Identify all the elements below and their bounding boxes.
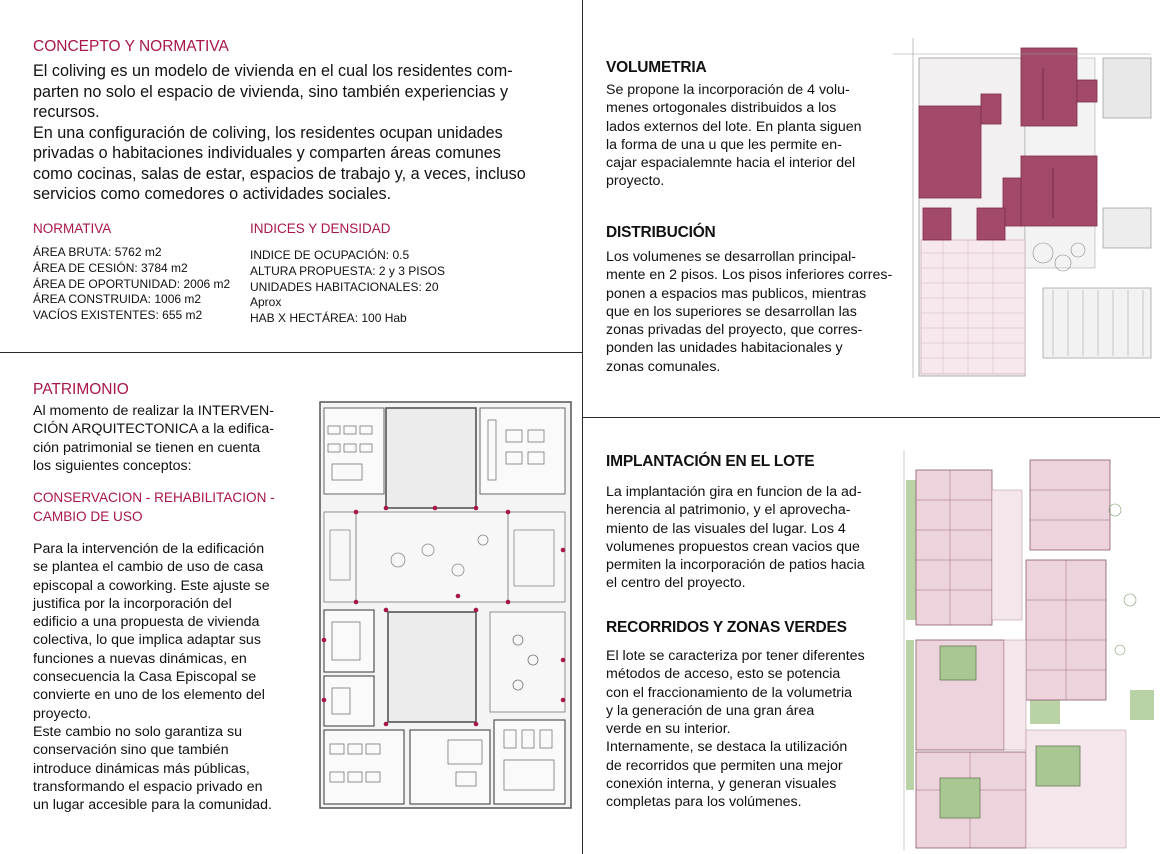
text-line: volumenes propuestos crean vacios que (606, 538, 860, 555)
text-line: miento de las visuales del lugar. Los 4 (606, 520, 846, 537)
normativa-item: ÁREA DE CESIÓN: 3784 m2 (33, 260, 188, 275)
text-line: cajar espacialemnte hacia el interior del (606, 155, 856, 172)
left-horizontal-divider (0, 352, 582, 353)
indices-list (250, 248, 445, 327)
text-line: Los volumenes se desarrollan principal- (606, 249, 856, 265)
text-line: mente en 2 pisos. Los pisos inferiores corres- (606, 267, 893, 284)
text-line: conservación sino que también (33, 742, 229, 759)
subtitle-line: CONSERVACION - REHABILITACION - (33, 490, 275, 505)
indices-item: Aprox (250, 295, 282, 310)
right-horizontal-divider (582, 417, 1160, 418)
vertical-divider (582, 0, 583, 854)
text-line: herencia al patrimonio, y el aprovecha- (606, 502, 851, 519)
indices-item: ALTURA PROPUESTA: 2 y 3 PISOS (250, 263, 445, 278)
text-line: con el fraccionamiento de la volumetria (606, 684, 853, 701)
text-line: proyecto. (606, 173, 665, 190)
concepto-title: CONCEPTO Y NORMATIVA (33, 38, 229, 55)
normativa-title: NORMATIVA (33, 221, 112, 236)
text-line: En una configuración de coliving, los residentes ocupan unidades (33, 123, 503, 142)
indices-item: UNIDADES HABITACIONALES: 20 (250, 279, 439, 294)
text-line: ción patrimonial se tienen en cuenta (33, 439, 261, 456)
volumetry-site-plan (893, 28, 1155, 383)
text-line: ponen a espacios mas publicos, mientras (606, 285, 867, 302)
text-line: proyecto. (33, 705, 92, 722)
volumetria-paragraph (606, 81, 862, 191)
text-line: los siguientes conceptos: (33, 457, 192, 474)
text-line: transformando el espacio privado en (33, 778, 263, 795)
recorridos-paragraph (606, 647, 865, 812)
text-line: se plantea el cambio de uso de casa (33, 559, 264, 576)
implantacion-title: IMPLANTACIÓN EN EL LOTE (606, 453, 815, 470)
text-line: Se propone la incorporación de 4 volu- (606, 82, 850, 98)
normativa-item: ÁREA BRUTA: 5762 m2 (33, 245, 162, 259)
text-line: la forma de una u que les permite en- (606, 136, 842, 153)
text-line: Este cambio no solo garantiza su (33, 723, 242, 740)
normativa-item: ÁREA CONSTRUIDA: 1006 m2 (33, 292, 202, 307)
text-line: consecuencia la Casa Episcopal se (33, 669, 257, 686)
text-line: como cocinas, salas de estar, espacios de trabajo y, a veces, incluso (33, 164, 526, 183)
text-line: El coliving es un modelo de vivienda en el cual los residentes com- (33, 62, 513, 80)
text-line: zonas privadas del proyecto, que corres- (606, 322, 863, 339)
subtitle-line: CAMBIO DE USO (33, 508, 143, 524)
text-line: episcopal a coworking. Este ajuste se (33, 577, 270, 594)
text-line: servicios como comedores o actividades sociales. (33, 185, 392, 203)
text-line: que en los superiores se desarrollan las (606, 303, 857, 320)
text-line: edificio a una propuesta de vivienda (33, 614, 260, 631)
text-line: y la generación de una gran área (606, 702, 815, 719)
text-line: de recorridos que permiten una mejor (606, 757, 843, 774)
text-line: el centro del proyecto. (606, 575, 746, 592)
text-line: Internamente, se destaca la utilización (606, 739, 848, 756)
patrimonio-intro (33, 402, 274, 475)
text-line: ponden las unidades habitacionales y (606, 340, 843, 357)
volumetria-title: VOLUMETRIA (606, 59, 707, 76)
text-line: conexión interna, y generan visuales (606, 776, 837, 793)
patrimonio-subtitle (33, 489, 275, 526)
normativa-item: ÁREA DE OPORTUNIDAD: 2006 m2 (33, 276, 231, 291)
text-line: un lugar accesible para la comunidad. (33, 797, 272, 814)
text-line: CIÓN ARQUITECTONICA a la edifica- (33, 421, 274, 438)
patrimonio-title: PATRIMONIO (33, 381, 129, 398)
normativa-item: VACÍOS EXISTENTES: 655 m2 (33, 308, 203, 323)
text-line: justifica por la incorporación del (33, 595, 232, 612)
text-line: La implantación gira en funcion de la ad- (606, 484, 862, 500)
text-line: colectiva, lo que implica adaptar sus (33, 632, 261, 649)
text-line: métodos de acceso, esto se potencia (606, 666, 841, 683)
text-line: menes ortogonales distribuidos a los (606, 100, 837, 117)
indices-item: INDICE DE OCUPACIÓN: 0.5 (250, 248, 410, 262)
indices-title: INDICES Y DENSIDAD (250, 221, 391, 236)
text-line: parten no solo el espacio de vivienda, sino también experiencias y (33, 82, 509, 101)
implantation-plan (900, 450, 1156, 850)
text-line: El lote se caracteriza por tener diferentes (606, 648, 865, 664)
indices-item: HAB X HECTÁREA: 100 Hab (250, 311, 407, 326)
distribucion-paragraph (606, 248, 892, 376)
text-line: privadas o habitaciones individuales y comparten áreas comunes (33, 144, 501, 162)
text-line: zonas comunales. (606, 358, 721, 375)
patrimonio-body (33, 540, 272, 814)
concepto-paragraph (33, 61, 526, 205)
text-line: permiten la incorporación de patios hacia (606, 557, 865, 574)
distribucion-title: DISTRIBUCIÓN (606, 224, 716, 241)
text-line: funciones a nuevas dinámicas, en (33, 650, 247, 667)
text-line: introduce dinámicas más públicas, (33, 760, 250, 777)
text-line: completas para los volúmenes. (606, 794, 802, 811)
normativa-list (33, 245, 230, 324)
text-line: recursos. (33, 103, 100, 121)
text-line: Para la intervención de la edificación (33, 541, 265, 557)
text-line: Al momento de realizar la INTERVEN- (33, 403, 275, 419)
text-line: verde en su interior. (606, 721, 731, 738)
coworking-floor-plan (318, 400, 573, 810)
text-line: lados externos del lote. En planta siguen (606, 118, 862, 135)
recorridos-title: RECORRIDOS Y ZONAS VERDES (606, 619, 847, 636)
text-line: convierte en uno de los elemento del (33, 687, 265, 704)
implantacion-paragraph (606, 483, 865, 593)
